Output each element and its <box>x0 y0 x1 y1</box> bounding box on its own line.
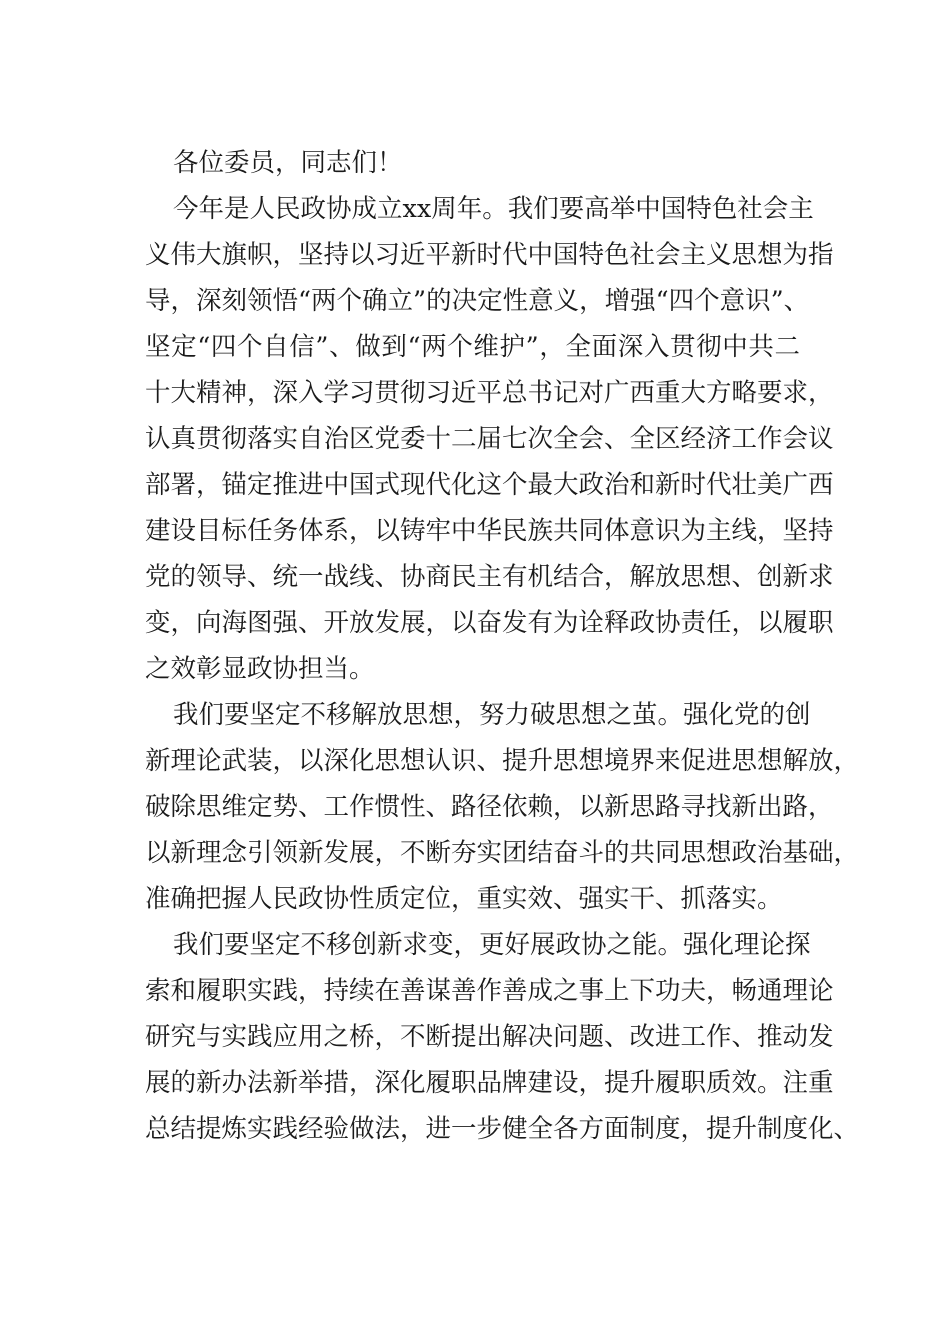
paragraph-line: 以新理念引领新发展，不断夯实团结奋斗的共同思想政治基础， <box>145 838 860 868</box>
paragraph-line: 今年是人民政协成立xx周年。我们要高举中国特色社会主 <box>173 194 814 224</box>
paragraph-line: 部署，锚定推进中国式现代化这个最大政治和新时代壮美广西 <box>145 470 834 500</box>
paragraph-line: 认真贯彻落实自治区党委十二届七次全会、全区经济工作会议 <box>145 424 834 454</box>
document-body <box>145 140 860 1152</box>
paragraph-line: 之效彰显政协担当。 <box>145 654 375 684</box>
paragraph-line: 坚定“四个自信”、做到“两个维护”，全面深入贯彻中共二 <box>145 332 800 362</box>
paragraph-line: 导，深刻领悟“两个确立”的决定性意义，增强“四个意识”、 <box>145 286 810 316</box>
paragraph-line: 建设目标任务体系，以铸牢中华民族共同体意识为主线，坚持 <box>145 516 834 546</box>
paragraph-line: 党的领导、统一战线、协商民主有机结合，解放思想、创新求 <box>145 562 834 592</box>
paragraph-line: 展的新办法新举措，深化履职品牌建设，提升履职质效。注重 <box>145 1068 834 1098</box>
paragraph-line: 索和履职实践，持续在善谋善作善成之事上下功夫，畅通理论 <box>145 976 834 1006</box>
paragraph-line: 十大精神，深入学习贯彻习近平总书记对广西重大方略要求， <box>145 378 834 408</box>
paragraph-line: 准确把握人民政协性质定位，重实效、强实干、抓落实。 <box>145 884 783 914</box>
paragraph-line: 义伟大旗帜，坚持以习近平新时代中国特色社会主义思想为指 <box>145 240 834 270</box>
paragraph-line: 新理论武装，以深化思想认识、提升思想境界来促进思想解放， <box>145 746 860 776</box>
paragraph-line: 变，向海图强、开放发展，以奋发有为诠释政协责任，以履职 <box>145 608 834 638</box>
paragraph-line: 我们要坚定不移解放思想，努力破思想之茧。强化党的创 <box>173 700 811 730</box>
paragraph-line: 破除思维定势、工作惯性、路径依赖，以新思路寻找新出路， <box>145 792 834 822</box>
paragraph-line: 总结提炼实践经验做法，进一步健全各方面制度，提升制度化、 <box>145 1114 860 1144</box>
paragraph-line: 研究与实践应用之桥，不断提出解决问题、改进工作、推动发 <box>145 1022 834 1052</box>
salutation: 各位委员，同志们！ <box>173 148 403 178</box>
paragraph-line: 我们要坚定不移创新求变，更好展政协之能。强化理论探 <box>173 930 811 960</box>
